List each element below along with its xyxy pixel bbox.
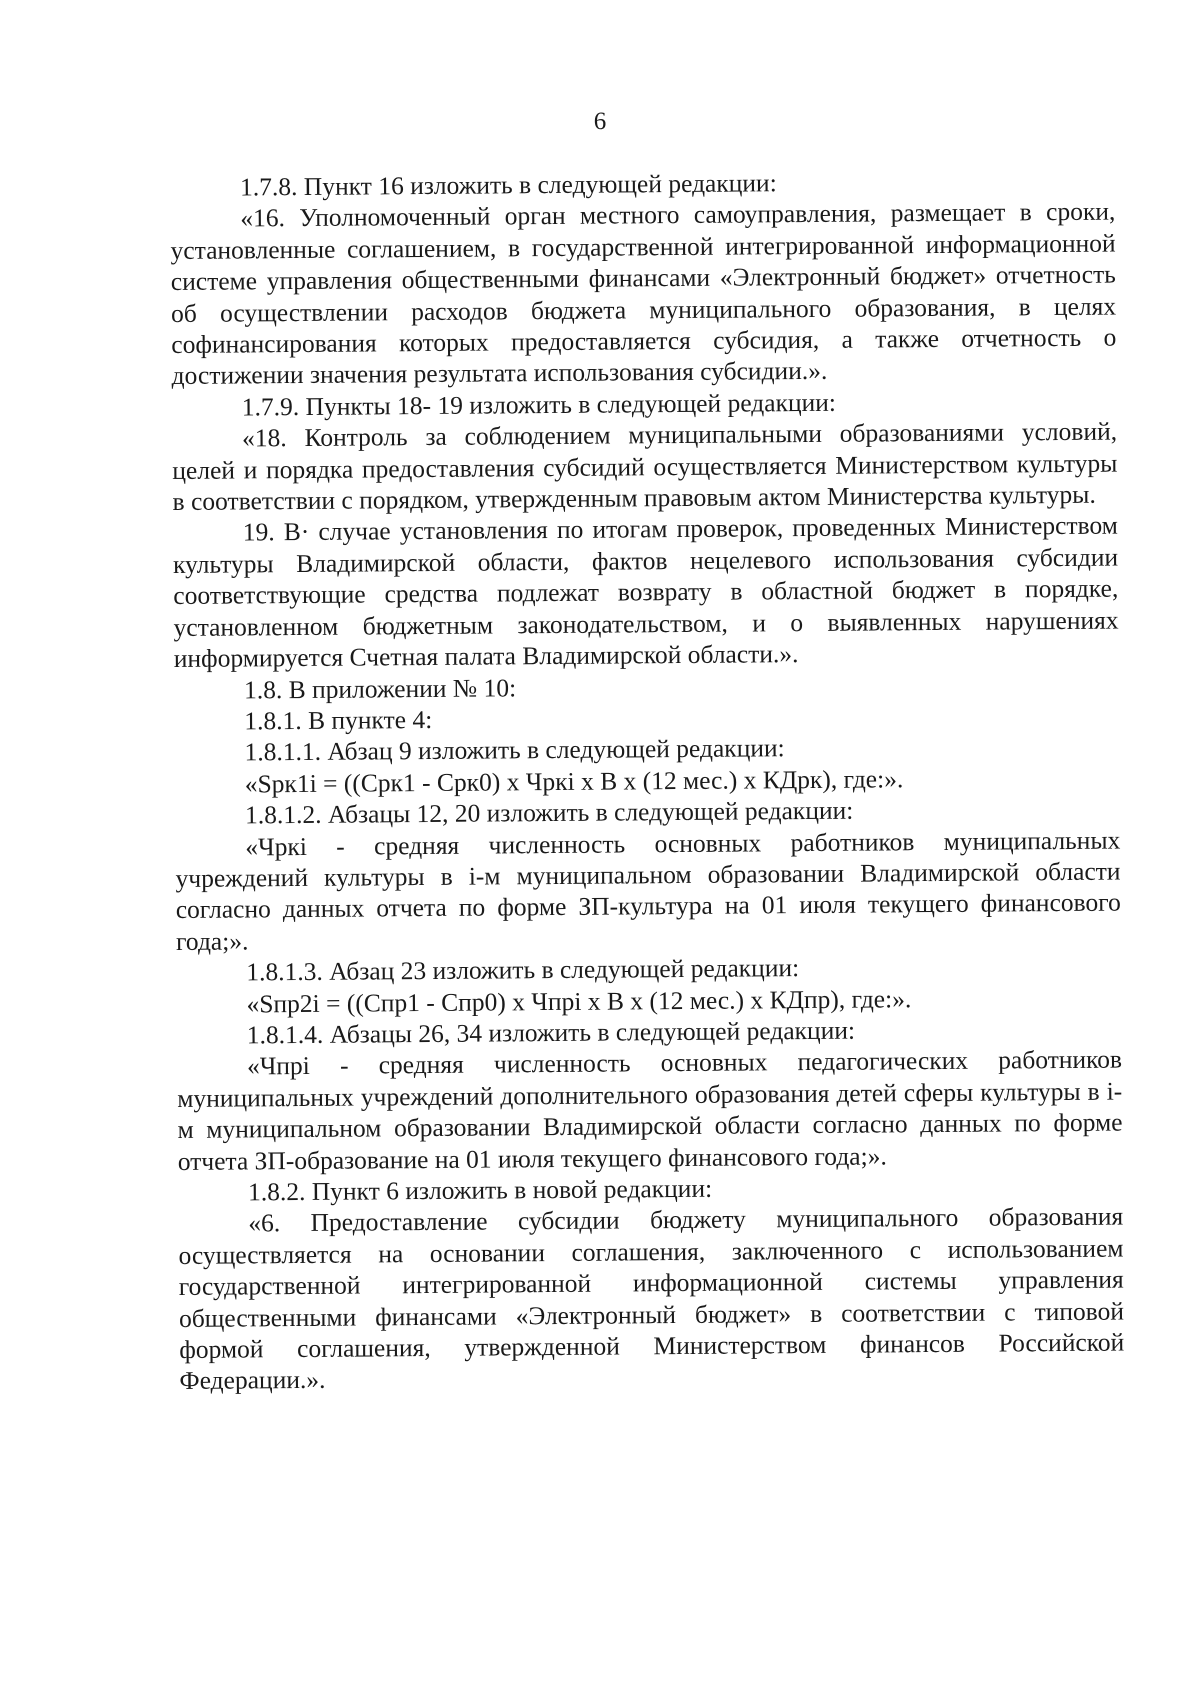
paragraph-1-8-1-2-heading: 1.8.1.2. Абзацы 12, 20 изложить в следующей редакции: <box>244 795 854 830</box>
paragraph-point-16: «16. Уполномоченный орган местного самоуправления, размещает в сроки, установленные соглашением, в государственной интегрированной информационной системе управления общественными финансами «Электронный бюджет» отчетность об осуществлении расходов бюджета муниципального образования, в целях софинансирования которых предоставляется субсидия, а также отчетность о достижении значения результата использования субсидии.». <box>170 196 1117 391</box>
paragraph-point-6: «6. Предоставление субсидии бюджету муниципального образования осуществляется на основании соглашения, заключенного с использованием государственной интегрированной информационной системы управления общественными финансами «Электронный бюджет» в соответствии с типовой формой соглашения, утвержденной Министерством финансов Российской Федерации.». <box>178 1201 1125 1396</box>
paragraph-1-8-2-heading: 1.8.2. Пункт 6 изложить в новой редакции: <box>247 1173 713 1207</box>
paragraph-point-18: «18. Контроль за соблюдением муниципальными образованиями условий, целей и порядка предоставления субсидий осуществляется Министерством культуры в соответствии с порядком, утвержденным правовым актом Министерства культуры. <box>172 416 1118 517</box>
paragraph-1-8-heading: 1.8. В приложении № 10: <box>243 672 517 704</box>
paragraph-chrki-definition: «Чркi - средняя численность основных работников муниципальных учреждений культуры в i-м муниципальном образовании Владимирской области согласно данных отчета по форме ЗП-культура на 01 июля текущего финансового года;». <box>175 825 1121 956</box>
page-number: 6 <box>593 108 607 135</box>
formula-spr2i: «Sпр2i = ((Спр1 - Спр0) х Чпрi х В х (12 мес.) х КДпр), где:». <box>246 983 912 1018</box>
paragraph-point-19: 19. В· случае установления по итогам проверок, проведенных Министерством культуры Владимирской области, фактов нецелевого использования субсидии соответствующие средства подлежат возврату в областной бюджет в порядке, установленном бюджетным законодательством, и о выявленных нарушениях информируется Счетная палата Владимирской области.». <box>172 511 1119 674</box>
paragraph-1-7-9-heading: 1.7.9. Пункты 18- 19 изложить в следующей редакции: <box>241 387 837 422</box>
paragraph-1-8-1-3-heading: 1.8.1.3. Абзац 23 изложить в следующей редакции: <box>246 953 800 987</box>
paragraph-1-7-8-heading: 1.7.8. Пункт 16 изложить в следующей редакции: <box>240 168 777 202</box>
formula-srk1i: «Sрк1i = ((Срк1 - Срк0) х Чркi х В х (12 мес.) х КДрк), где:». <box>244 763 904 799</box>
paragraph-chpri-definition: «Чпрi - средняя численность основных педагогических работников муниципальных учреждений дополнительного образования детей сферы культуры в i-м муниципальном образовании Владимирской области согласно данных по форме отчета ЗП-образование на 01 июля текущего финансового года;». <box>177 1044 1123 1176</box>
paragraph-1-8-1-heading: 1.8.1. В пункте 4: <box>244 704 433 736</box>
paragraph-1-8-1-4-heading: 1.8.1.4. Абзацы 26, 34 изложить в следующей редакции: <box>246 1015 856 1050</box>
document-body <box>170 165 1125 1397</box>
paragraph-1-8-1-1-heading: 1.8.1.1. Абзац 9 изложить в следующей редакции: <box>244 733 785 767</box>
